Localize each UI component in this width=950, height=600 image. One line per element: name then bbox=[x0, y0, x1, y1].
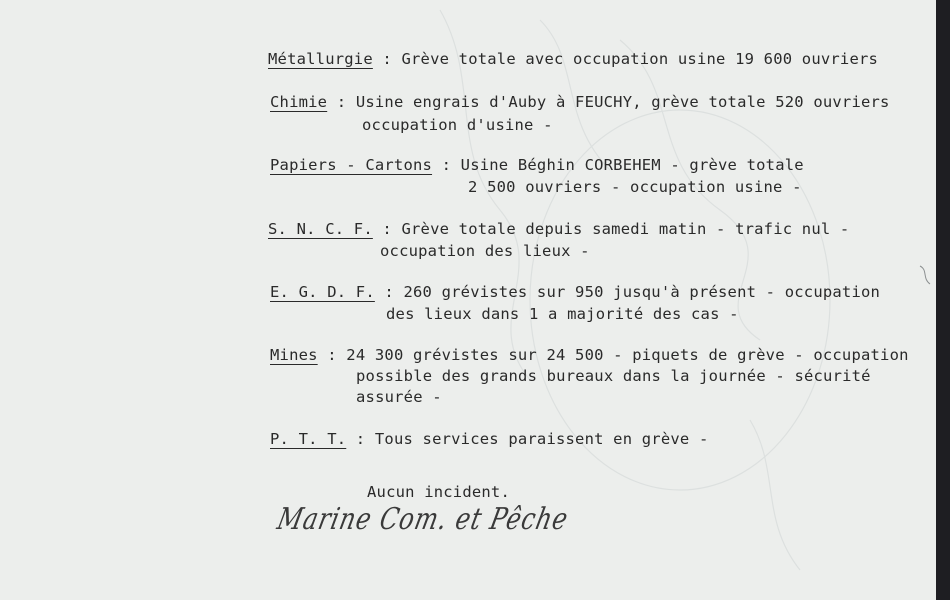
entry-label: Métallurgie bbox=[268, 50, 373, 68]
margin-mark bbox=[918, 262, 932, 292]
entry-text: Usine Béghin CORBEHEM - grève totale bbox=[460, 156, 804, 174]
entry-text: possible des grands bureaux dans la journée - sécurité bbox=[356, 367, 871, 385]
handwritten-signature: Marine Com. et Pêche bbox=[274, 501, 572, 537]
entry-label: Chimie bbox=[270, 93, 328, 111]
entry-text: occupation des lieux - bbox=[380, 242, 590, 260]
document-page: Métallurgie : Grève totale avec occupation usine 19 600 ouvriers Chimie : Usine engrais d'Auby à FEUCHY, grève totale 520 ouvriers occupation d'usine - Papiers - Cartons : Usine Béghin CORBEHEM - grève totale 2 500 ouvriers - occupation usine - S. N. C. F. : Grève totale depuis samedi matin - trafic nul - occupation des lieux - E. G. D. F. : 260 grévistes sur 950 jusqu'à présent - occupation des lieux dans 1 a majorité des cas - Mines : 24 300 grévistes sur 24 500 - piquets de grève - occupation possible des grands bureaux dans la journée - sécurité assurée - P. T. T. : Tous services paraissent en grève - Aucun incident. Marine Com. et Pêche bbox=[0, 0, 936, 600]
entry-text: Tous services paraissent en grève - bbox=[374, 430, 709, 448]
entry-text: 2 500 ouvriers - occupation usine - bbox=[468, 178, 802, 196]
entry-text: 260 grévistes sur 950 jusqu'à présent - occupation bbox=[403, 283, 881, 301]
entry-text: Grève totale avec occupation usine 19 600 ouvriers bbox=[401, 50, 879, 68]
entry-label: P. T. T. bbox=[270, 430, 347, 448]
entry-text: Grève totale depuis samedi matin - trafic nul - bbox=[401, 220, 850, 238]
closing-remark: Aucun incident. bbox=[367, 483, 510, 501]
entry-text: assurée - bbox=[356, 388, 442, 406]
entry-text: Usine engrais d'Auby à FEUCHY, grève totale 520 ouvriers bbox=[355, 93, 890, 111]
entry-text: des lieux dans 1 a majorité des cas - bbox=[386, 305, 739, 323]
entry-label: Papiers - Cartons bbox=[270, 156, 433, 174]
entry-label: S. N. C. F. bbox=[268, 220, 373, 238]
entry-label: Mines bbox=[270, 346, 318, 364]
entry-text: 24 300 grévistes sur 24 500 - piquets de grève - occupation bbox=[346, 346, 909, 364]
entry-label: E. G. D. F. bbox=[270, 283, 375, 301]
entry-text: occupation d'usine - bbox=[362, 116, 553, 134]
